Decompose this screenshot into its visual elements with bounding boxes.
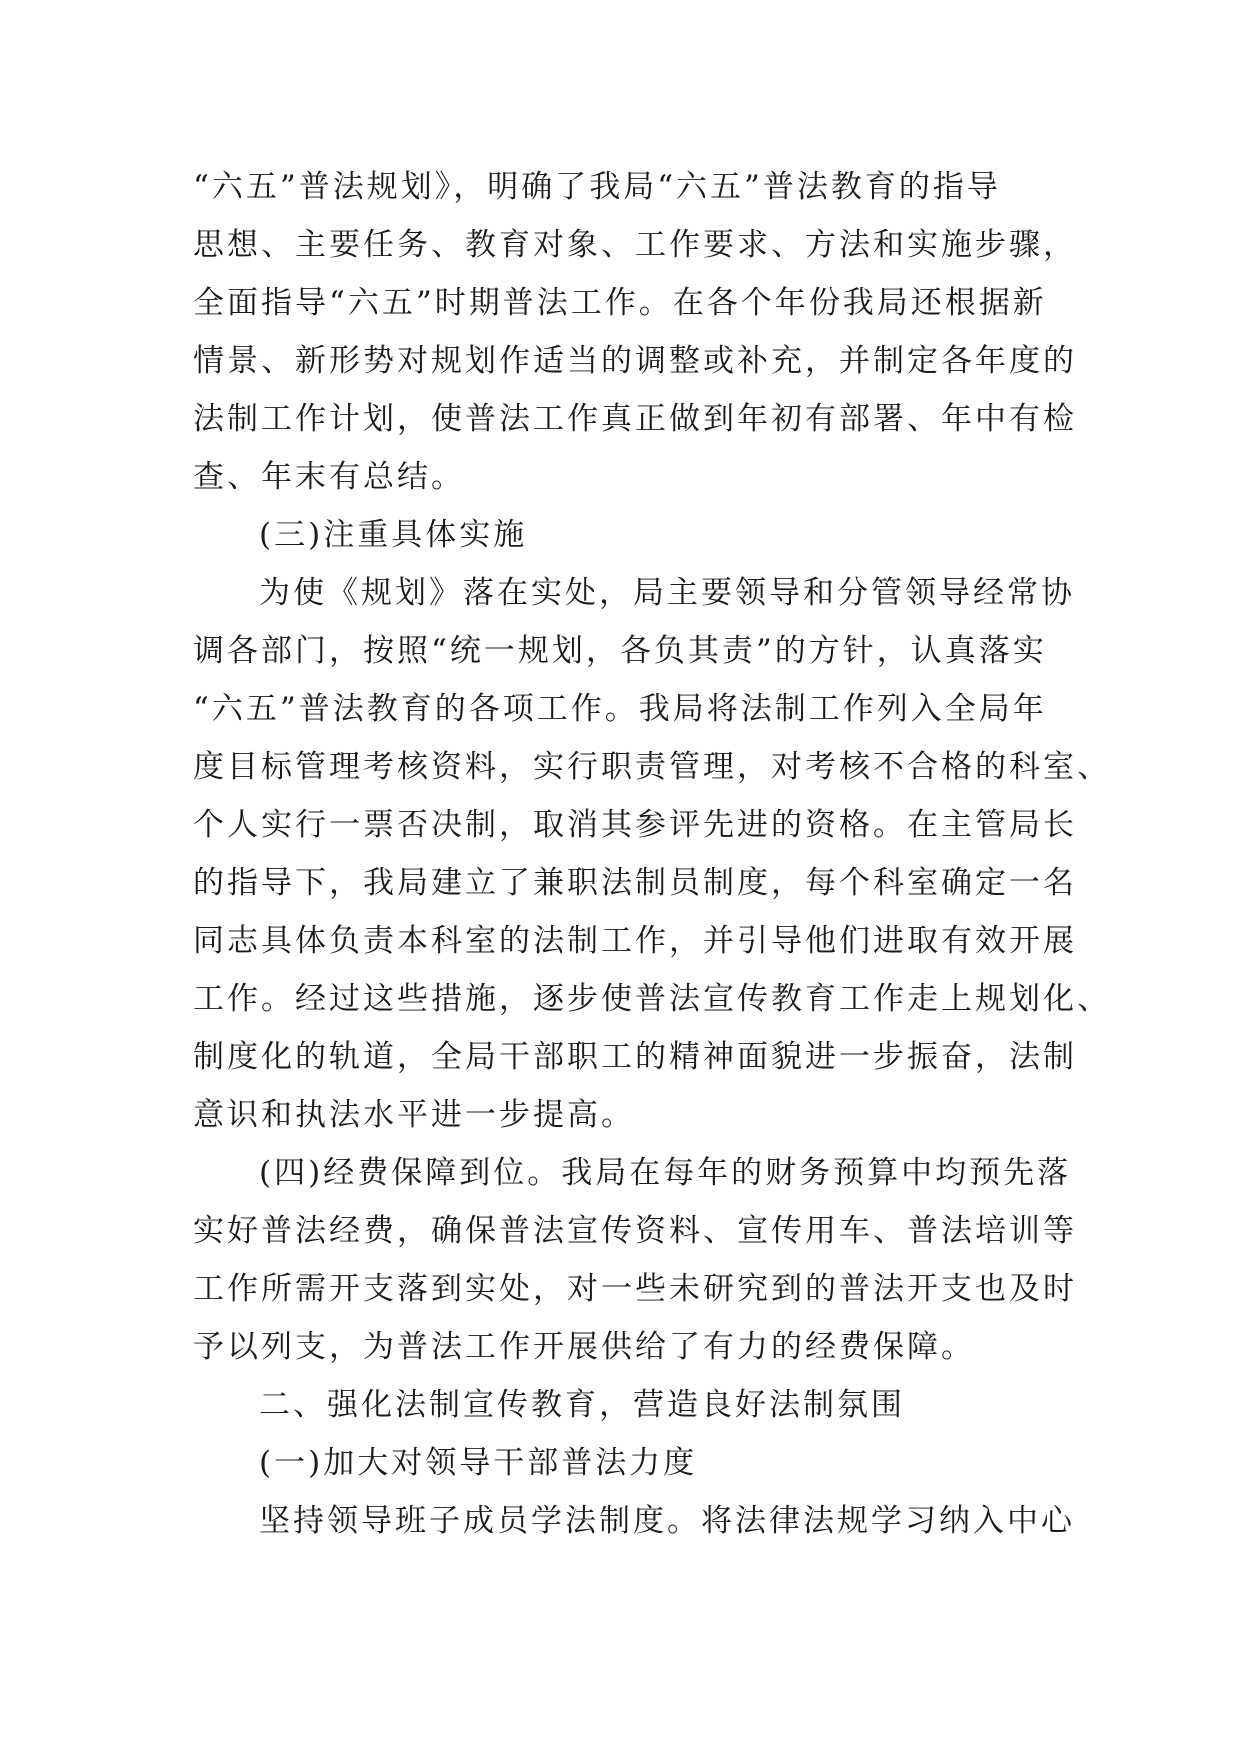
text-line: 查、年末有总结。 [193,459,465,495]
text-line: 意识和执法水平进一步提高。 [193,1097,635,1133]
text-line: 情景、新形势对规划作适当的调整或补充，并制定各年度的 [193,343,1077,379]
text-line: 个人实行一票否决制，取消其参评先进的资格。在主管局长 [193,807,1077,843]
text-line: 的指导下，我局建立了兼职法制员制度，每个科室确定一名 [193,865,1077,901]
text-line: 予以列支，为普法工作开展供给了有力的经费保障。 [193,1329,975,1365]
text-line: 思想、主要任务、教育对象、工作要求、方法和实施步骤， [193,227,1077,263]
text-line: 调各部门，按照“统一规划，各负其责”的方针，认真落实 [193,633,1047,669]
text-line: “六五”普法规划》，明确了我局“六五”普法教育的指导 [193,169,1001,205]
text-line: 工作。经过这些措施，逐步使普法宣传教育工作走上规划化、 [193,981,1111,1017]
text-line: 度目标管理考核资料，实行职责管理，对考核不合格的科室、 [193,749,1111,785]
section-heading: (三)注重具体实施 [259,517,528,553]
text-line: 实好普法经费，确保普法宣传资料、宣传用车、普法培训等 [193,1213,1077,1249]
text-line: 同志具体负责本科室的法制工作，并引导他们进取有效开展 [193,923,1077,959]
text-line: 法制工作计划，使普法工作真正做到年初有部署、年中有检 [193,401,1077,437]
body-text [193,158,1111,1550]
text-line: “六五”普法教育的各项工作。我局将法制工作列入全局年 [193,691,1047,727]
text-line: 制度化的轨道，全局干部职工的精神面貌进一步振奋，法制 [193,1039,1077,1075]
text-line: 坚持领导班子成员学法制度。将法律法规学习纳入中心 [259,1503,1075,1539]
text-line: (四)经费保障到位。我局在每年的财务预算中均预先落 [259,1155,1072,1191]
text-line: 为使《规划》落在实处，局主要领导和分管领导经常协 [259,575,1075,611]
section-heading: 二、强化法制宣传教育，营造良好法制氛围 [259,1387,905,1423]
text-line: 工作所需开支落到实处，对一些未研究到的普法开支也及时 [193,1271,1077,1307]
text-line: 全面指导“六五”时期普法工作。在各个年份我局还根据新 [193,285,1047,321]
section-heading: (一)加大对领导干部普法力度 [259,1445,698,1481]
